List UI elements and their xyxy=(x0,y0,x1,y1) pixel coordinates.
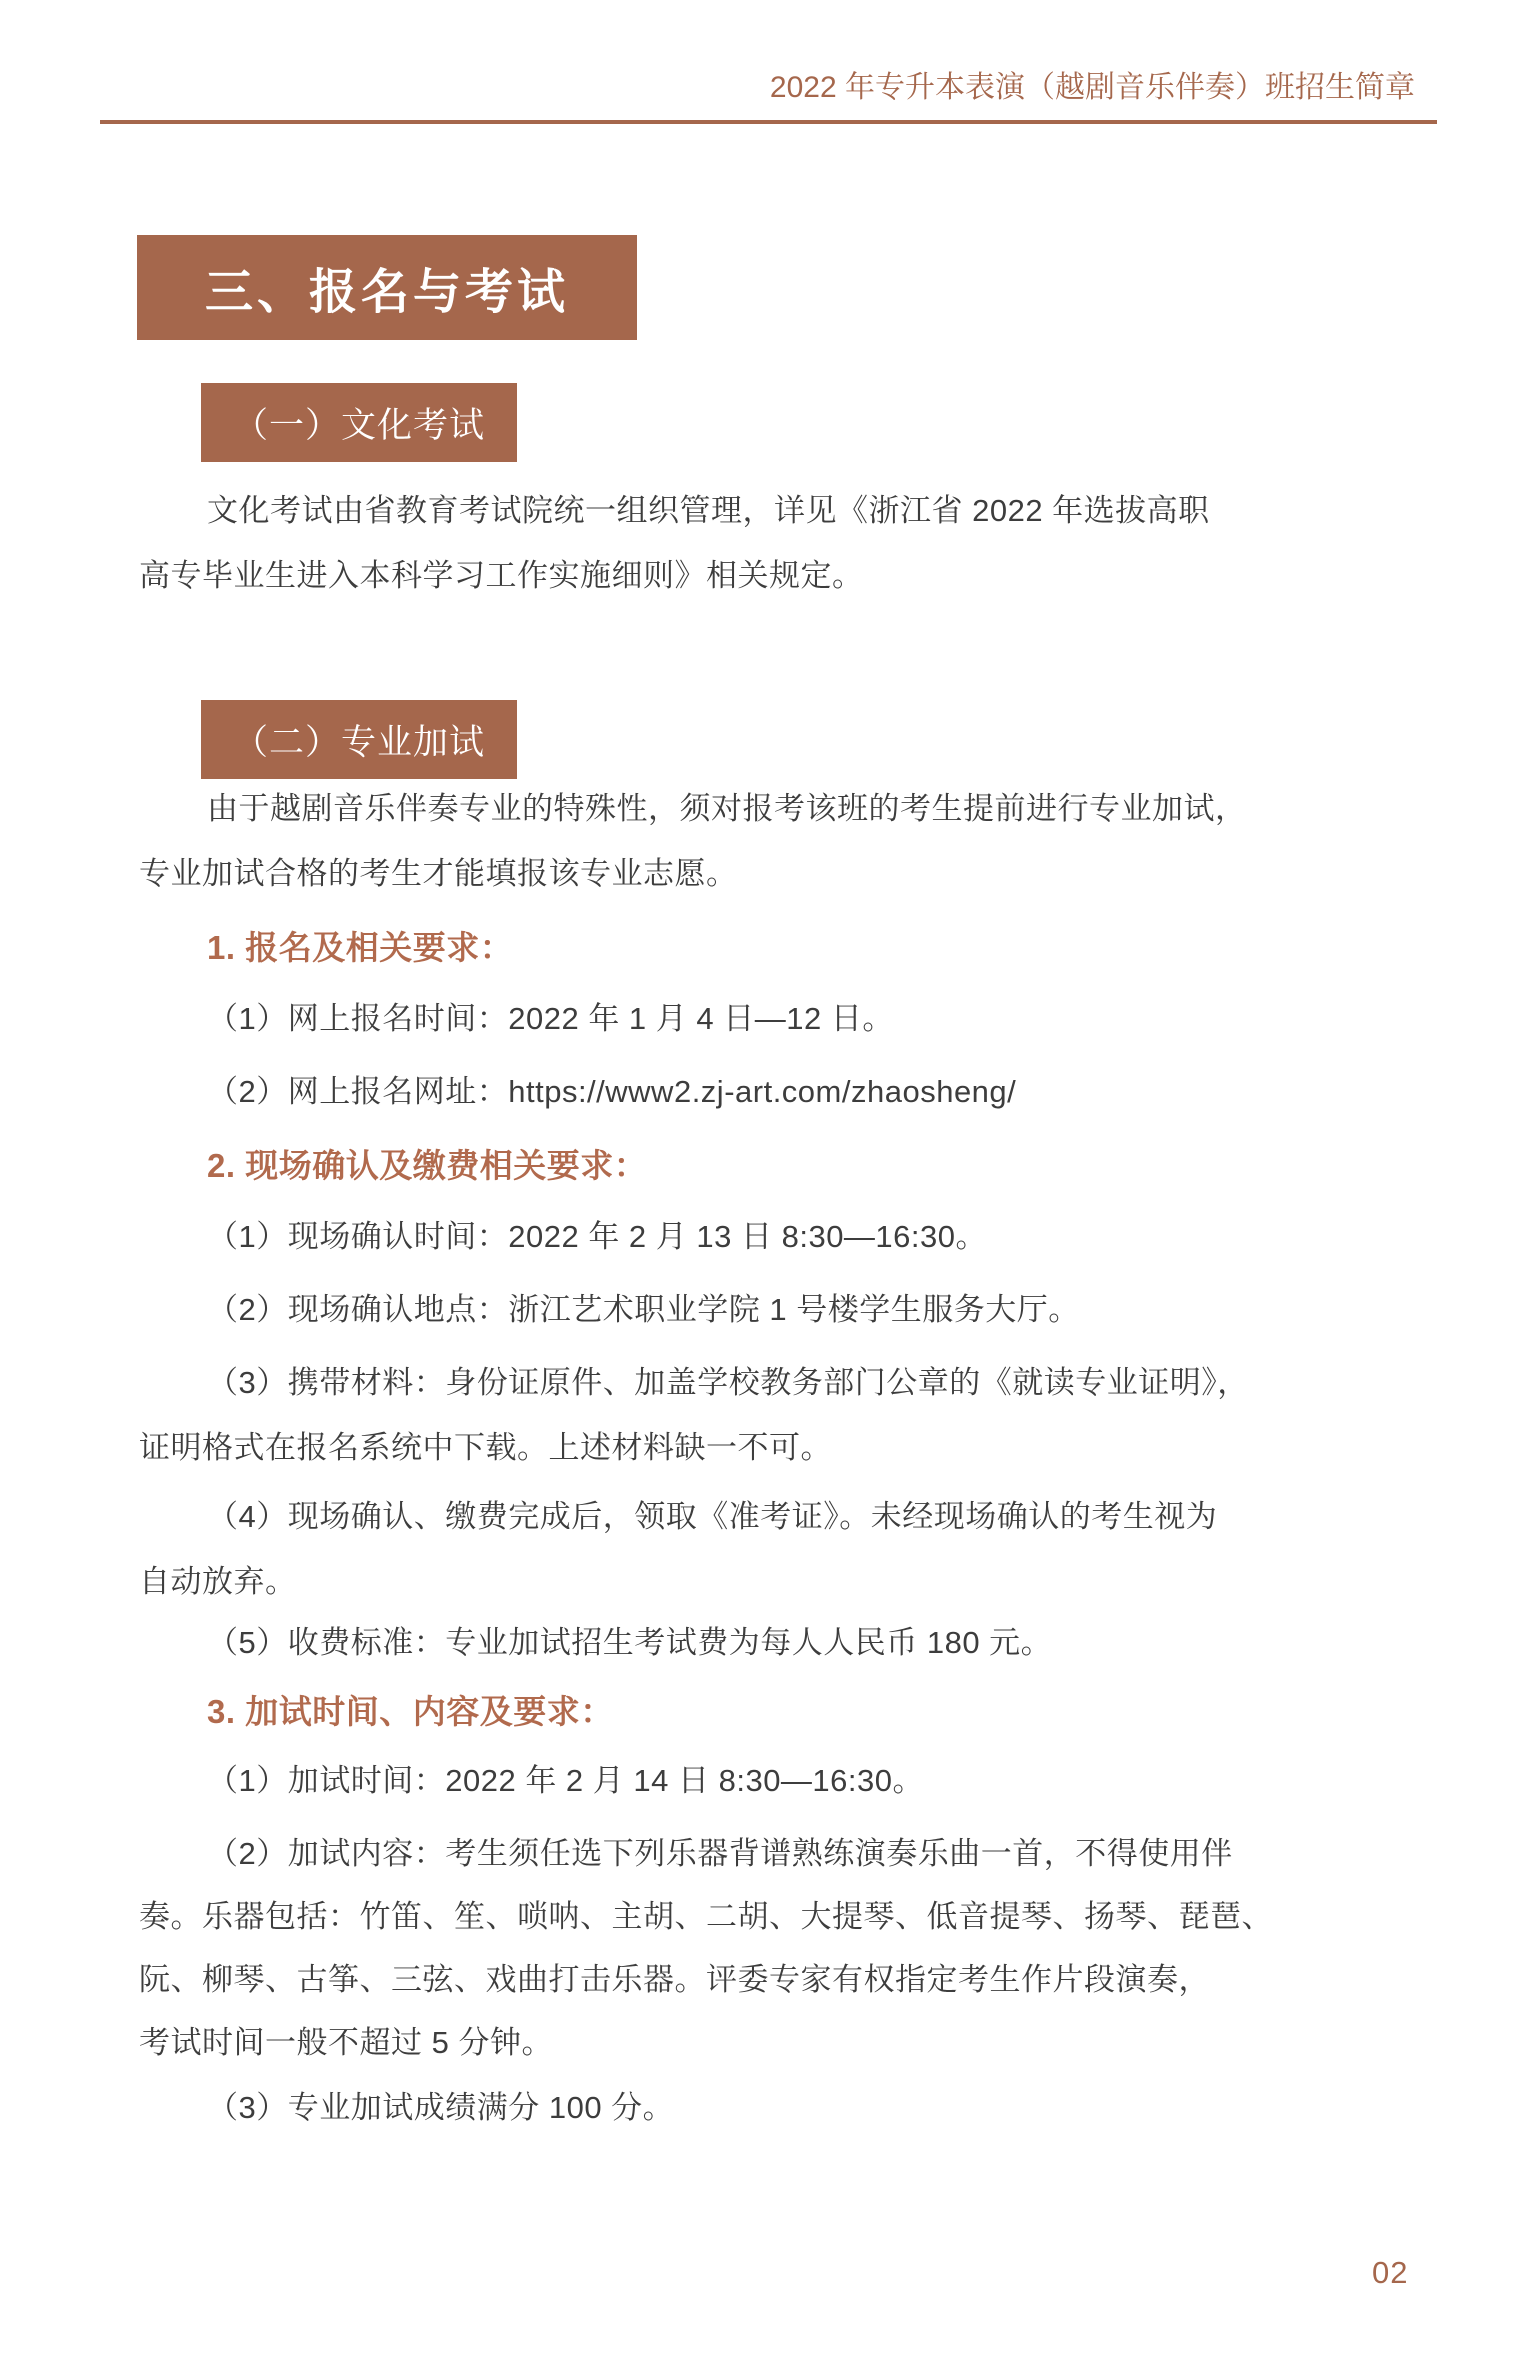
list-item: （3）专业加试成绩满分 100 分。 xyxy=(207,2090,675,2125)
list-item-line: （3）携带材料：身份证原件、加盖学校教务部门公章的《就读专业证明》， xyxy=(207,1365,1249,1400)
section1-title-block xyxy=(201,383,517,462)
list-item-line: 阮、柳琴、古筝、三弦、戏曲打击乐器。评委专家有权指定考生作片段演奏， xyxy=(139,1962,1210,1997)
list-item-line: （2）加试内容：考生须任选下列乐器背谱熟练演奏乐曲一首，不得使用伴 xyxy=(207,1836,1233,1871)
section1-title: （一）文化考试 xyxy=(232,405,485,445)
header-divider xyxy=(100,120,1437,124)
list-item: （1）现场确认时间：2022 年 2 月 13 日 8:30—16:30。 xyxy=(207,1219,988,1254)
list-item-line: 证明格式在报名系统中下载。上述材料缺一不可。 xyxy=(139,1430,832,1465)
section2-intro-line: 由于越剧音乐伴奏专业的特殊性，须对报考该班的考生提前进行专业加试， xyxy=(207,791,1247,826)
list-item: （1）加试时间：2022 年 2 月 14 日 8:30—16:30。 xyxy=(207,1763,925,1798)
list-item-line: 自动放弃。 xyxy=(139,1564,297,1599)
section1-paragraph-line: 高专毕业生进入本科学习工作实施细则》相关规定。 xyxy=(139,558,864,593)
section2-title: （二）专业加试 xyxy=(232,722,485,762)
list-item: （1）网上报名时间：2022 年 1 月 4 日—12 日。 xyxy=(207,1001,894,1036)
section1-paragraph-line: 文化考试由省教育考试院统一组织管理，详见《浙江省 2022 年选拔高职 xyxy=(207,493,1210,528)
list-item-line: （4）现场确认、缴费完成后，领取《准考证》。未经现场确认的考生视为 xyxy=(207,1499,1218,1534)
list-item-url: （2）网上报名网址：https://www2.zj-art.com/zhaosheng/ xyxy=(207,1074,1017,1109)
section2-intro-line: 专业加试合格的考生才能填报该专业志愿。 xyxy=(139,856,738,891)
list-item: （2）现场确认地点：浙江艺术职业学院 1 号楼学生服务大厅。 xyxy=(207,1292,1080,1327)
running-header: 2022 年专升本表演（越剧音乐伴奏）班招生简章 xyxy=(769,71,1415,104)
main-title-block xyxy=(137,235,637,340)
main-title: 三、报名与考试 xyxy=(204,266,569,319)
list-item: （5）收费标准：专业加试招生考试费为每人人民币 180 元。 xyxy=(207,1625,1053,1660)
subsection1-heading: 1. 报名及相关要求： xyxy=(207,929,514,966)
section2-title-block xyxy=(201,700,517,779)
page-number: 02 xyxy=(1372,2255,1409,2290)
subsection3-heading: 3. 加试时间、内容及要求： xyxy=(207,1693,614,1730)
list-item-line: 奏。乐器包括：竹笛、笙、唢呐、主胡、二胡、大提琴、低音提琴、扬琴、琵琶、 xyxy=(139,1899,1273,1934)
list-item-line: 考试时间一般不超过 5 分钟。 xyxy=(139,2025,553,2060)
subsection2-heading: 2. 现场确认及缴费相关要求： xyxy=(207,1147,648,1184)
